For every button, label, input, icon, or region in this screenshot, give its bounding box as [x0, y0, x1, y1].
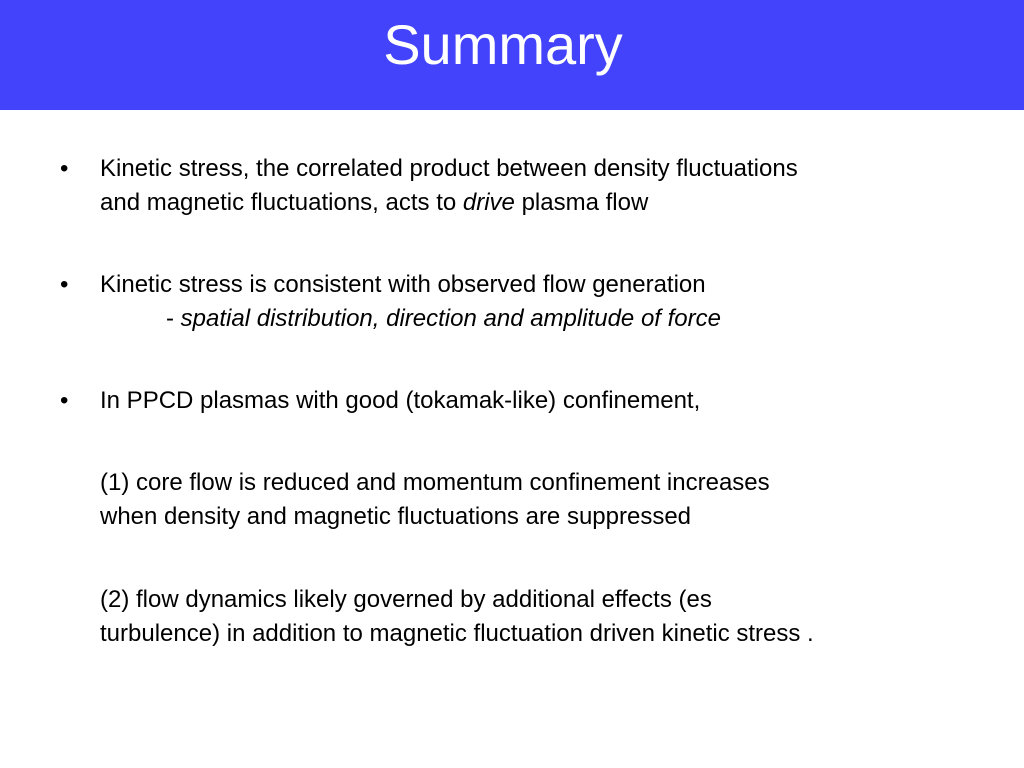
point1-line2: when density and magnetic fluctuations are suppressed: [100, 503, 692, 530]
bullet1-line2-prefix: and magnetic fluctuations, acts to: [100, 189, 463, 216]
bullet-marker: •: [60, 271, 69, 298]
point2-line1: (2) flow dynamics likely governed by additional effects (es: [100, 586, 712, 613]
point2-line2: turbulence) in addition to magnetic fluctuation driven kinetic stress .: [100, 620, 814, 647]
bullet2-sub-emphasis: spatial distribution, direction and amplitude of force: [180, 305, 721, 332]
bullet2-line1: Kinetic stress is consistent with observed flow generation: [100, 271, 706, 298]
bullet1-emphasis: drive: [462, 189, 515, 216]
bullet2-subpoint: [166, 302, 721, 336]
point1-line1: (1) core flow is reduced and momentum confinement increases: [100, 469, 770, 496]
bullet2-sub-prefix: -: [166, 305, 181, 332]
bullet3-line1: In PPCD plasmas with good (tokamak-like) confinement,: [100, 387, 701, 414]
bullet1-line1: Kinetic stress, the correlated product between density fluctuations: [100, 155, 798, 182]
slide-title: Summary: [383, 13, 623, 76]
title-bar: [0, 0, 1024, 110]
bullet-marker: •: [60, 155, 69, 182]
bullet1-line2: [100, 186, 648, 220]
bullet1-line2-suffix: plasma flow: [514, 189, 649, 216]
bullet-marker: •: [60, 387, 69, 414]
